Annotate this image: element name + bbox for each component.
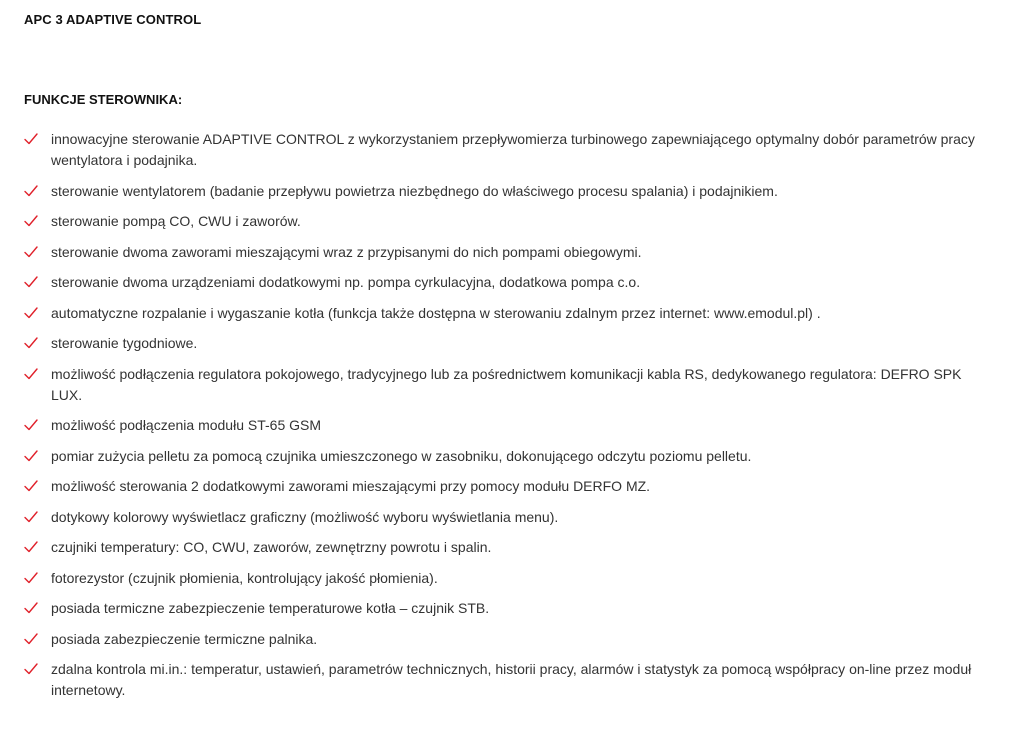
list-item xyxy=(24,629,984,650)
feature-list xyxy=(24,129,984,711)
list-item-text: zdalna kontrola mi.in.: temperatur, ustawień, parametrów technicznych, historii pracy, alarmów i statystyk za pomocą współpracy on-line przez moduł internetowy. xyxy=(51,661,972,698)
check-icon xyxy=(24,368,38,380)
list-item xyxy=(24,568,984,589)
list-item xyxy=(24,598,984,619)
list-item-text: innowacyjne sterowanie ADAPTIVE CONTROL z wykorzystaniem przepływomierza turbinowego zapewniającego optymalny dobór parametrów pracy wentylatora i podajnika. xyxy=(51,131,975,168)
list-item xyxy=(24,333,984,354)
list-item-text: możliwość sterowania 2 dodatkowymi zaworami mieszającymi przy pomocy modułu DERFO MZ. xyxy=(51,478,651,494)
check-icon xyxy=(24,572,38,584)
list-item xyxy=(24,242,984,263)
list-item xyxy=(24,446,984,467)
check-icon xyxy=(24,215,38,227)
check-icon xyxy=(24,246,38,258)
list-item xyxy=(24,415,984,436)
list-item xyxy=(24,181,984,202)
check-icon xyxy=(24,480,38,492)
list-item-text: sterowanie dwoma urządzeniami dodatkowymi np. pompa cyrkulacyjna, dodatkowa pompa c.o. xyxy=(51,274,641,290)
list-item xyxy=(24,659,984,701)
list-item-text: sterowanie dwoma zaworami mieszającymi wraz z przypisanymi do nich pompami obiegowymi. xyxy=(51,243,642,260)
list-item-text: automatyczne rozpalanie i wygaszanie kotła (funkcja także dostępna w sterowaniu zdalnym przez internet: www.emodul.pl) . xyxy=(51,304,821,321)
list-item-text: sterowanie tygodniowe. xyxy=(51,335,198,351)
list-item-text: fotorezystor (czujnik płomienia, kontrolujący jakość płomienia). xyxy=(51,569,438,586)
check-icon xyxy=(24,337,38,349)
page-title: APC 3 ADAPTIVE CONTROL xyxy=(24,12,202,27)
list-item-text: posiada zabezpieczenie termiczne palnika. xyxy=(51,630,318,647)
list-item-text: czujniki temperatury: CO, CWU, zaworów, zewnętrzny powrotu i spalin. xyxy=(51,539,492,555)
check-icon xyxy=(24,307,38,319)
list-item-text: dotykowy kolorowy wyświetlacz graficzny (możliwość wyboru wyświetlania menu). xyxy=(51,508,559,525)
check-icon xyxy=(24,663,38,675)
list-item xyxy=(24,364,984,406)
list-item xyxy=(24,129,984,171)
check-icon xyxy=(24,419,38,431)
list-item xyxy=(24,537,984,558)
list-item-text: możliwość podłączenia regulatora pokojowego, tradycyjnego lub za pośrednictwem komunikacji kabla RS, dedykowanego regulatora: DEFRO SPK LUX. xyxy=(51,365,962,403)
list-item-text: posiada termiczne zabezpieczenie temperaturowe kotła – czujnik STB. xyxy=(51,600,490,616)
list-item xyxy=(24,211,984,232)
list-item xyxy=(24,507,984,528)
list-item-text: sterowanie wentylatorem (badanie przepływu powietrza niezbędnego do właściwego procesu spalania) i podajnikiem. xyxy=(51,182,778,199)
section-heading: FUNKCJE STEROWNIKA: xyxy=(24,92,183,107)
list-item-text: sterowanie pompą CO, CWU i zaworów. xyxy=(51,213,301,229)
check-icon xyxy=(24,185,38,197)
list-item xyxy=(24,303,984,324)
check-icon xyxy=(24,633,38,645)
check-icon xyxy=(24,133,38,145)
check-icon xyxy=(24,450,38,462)
check-icon xyxy=(24,276,38,288)
check-icon xyxy=(24,541,38,553)
list-item xyxy=(24,476,984,497)
check-icon xyxy=(24,602,38,614)
list-item xyxy=(24,272,984,293)
check-icon xyxy=(24,511,38,523)
list-item-text: pomiar zużycia pelletu za pomocą czujnika umieszczonego w zasobniku, dokonującego odczytu poziomu pelletu. xyxy=(51,447,752,464)
list-item-text: możliwość podłączenia modułu ST-65 GSM xyxy=(51,417,322,433)
